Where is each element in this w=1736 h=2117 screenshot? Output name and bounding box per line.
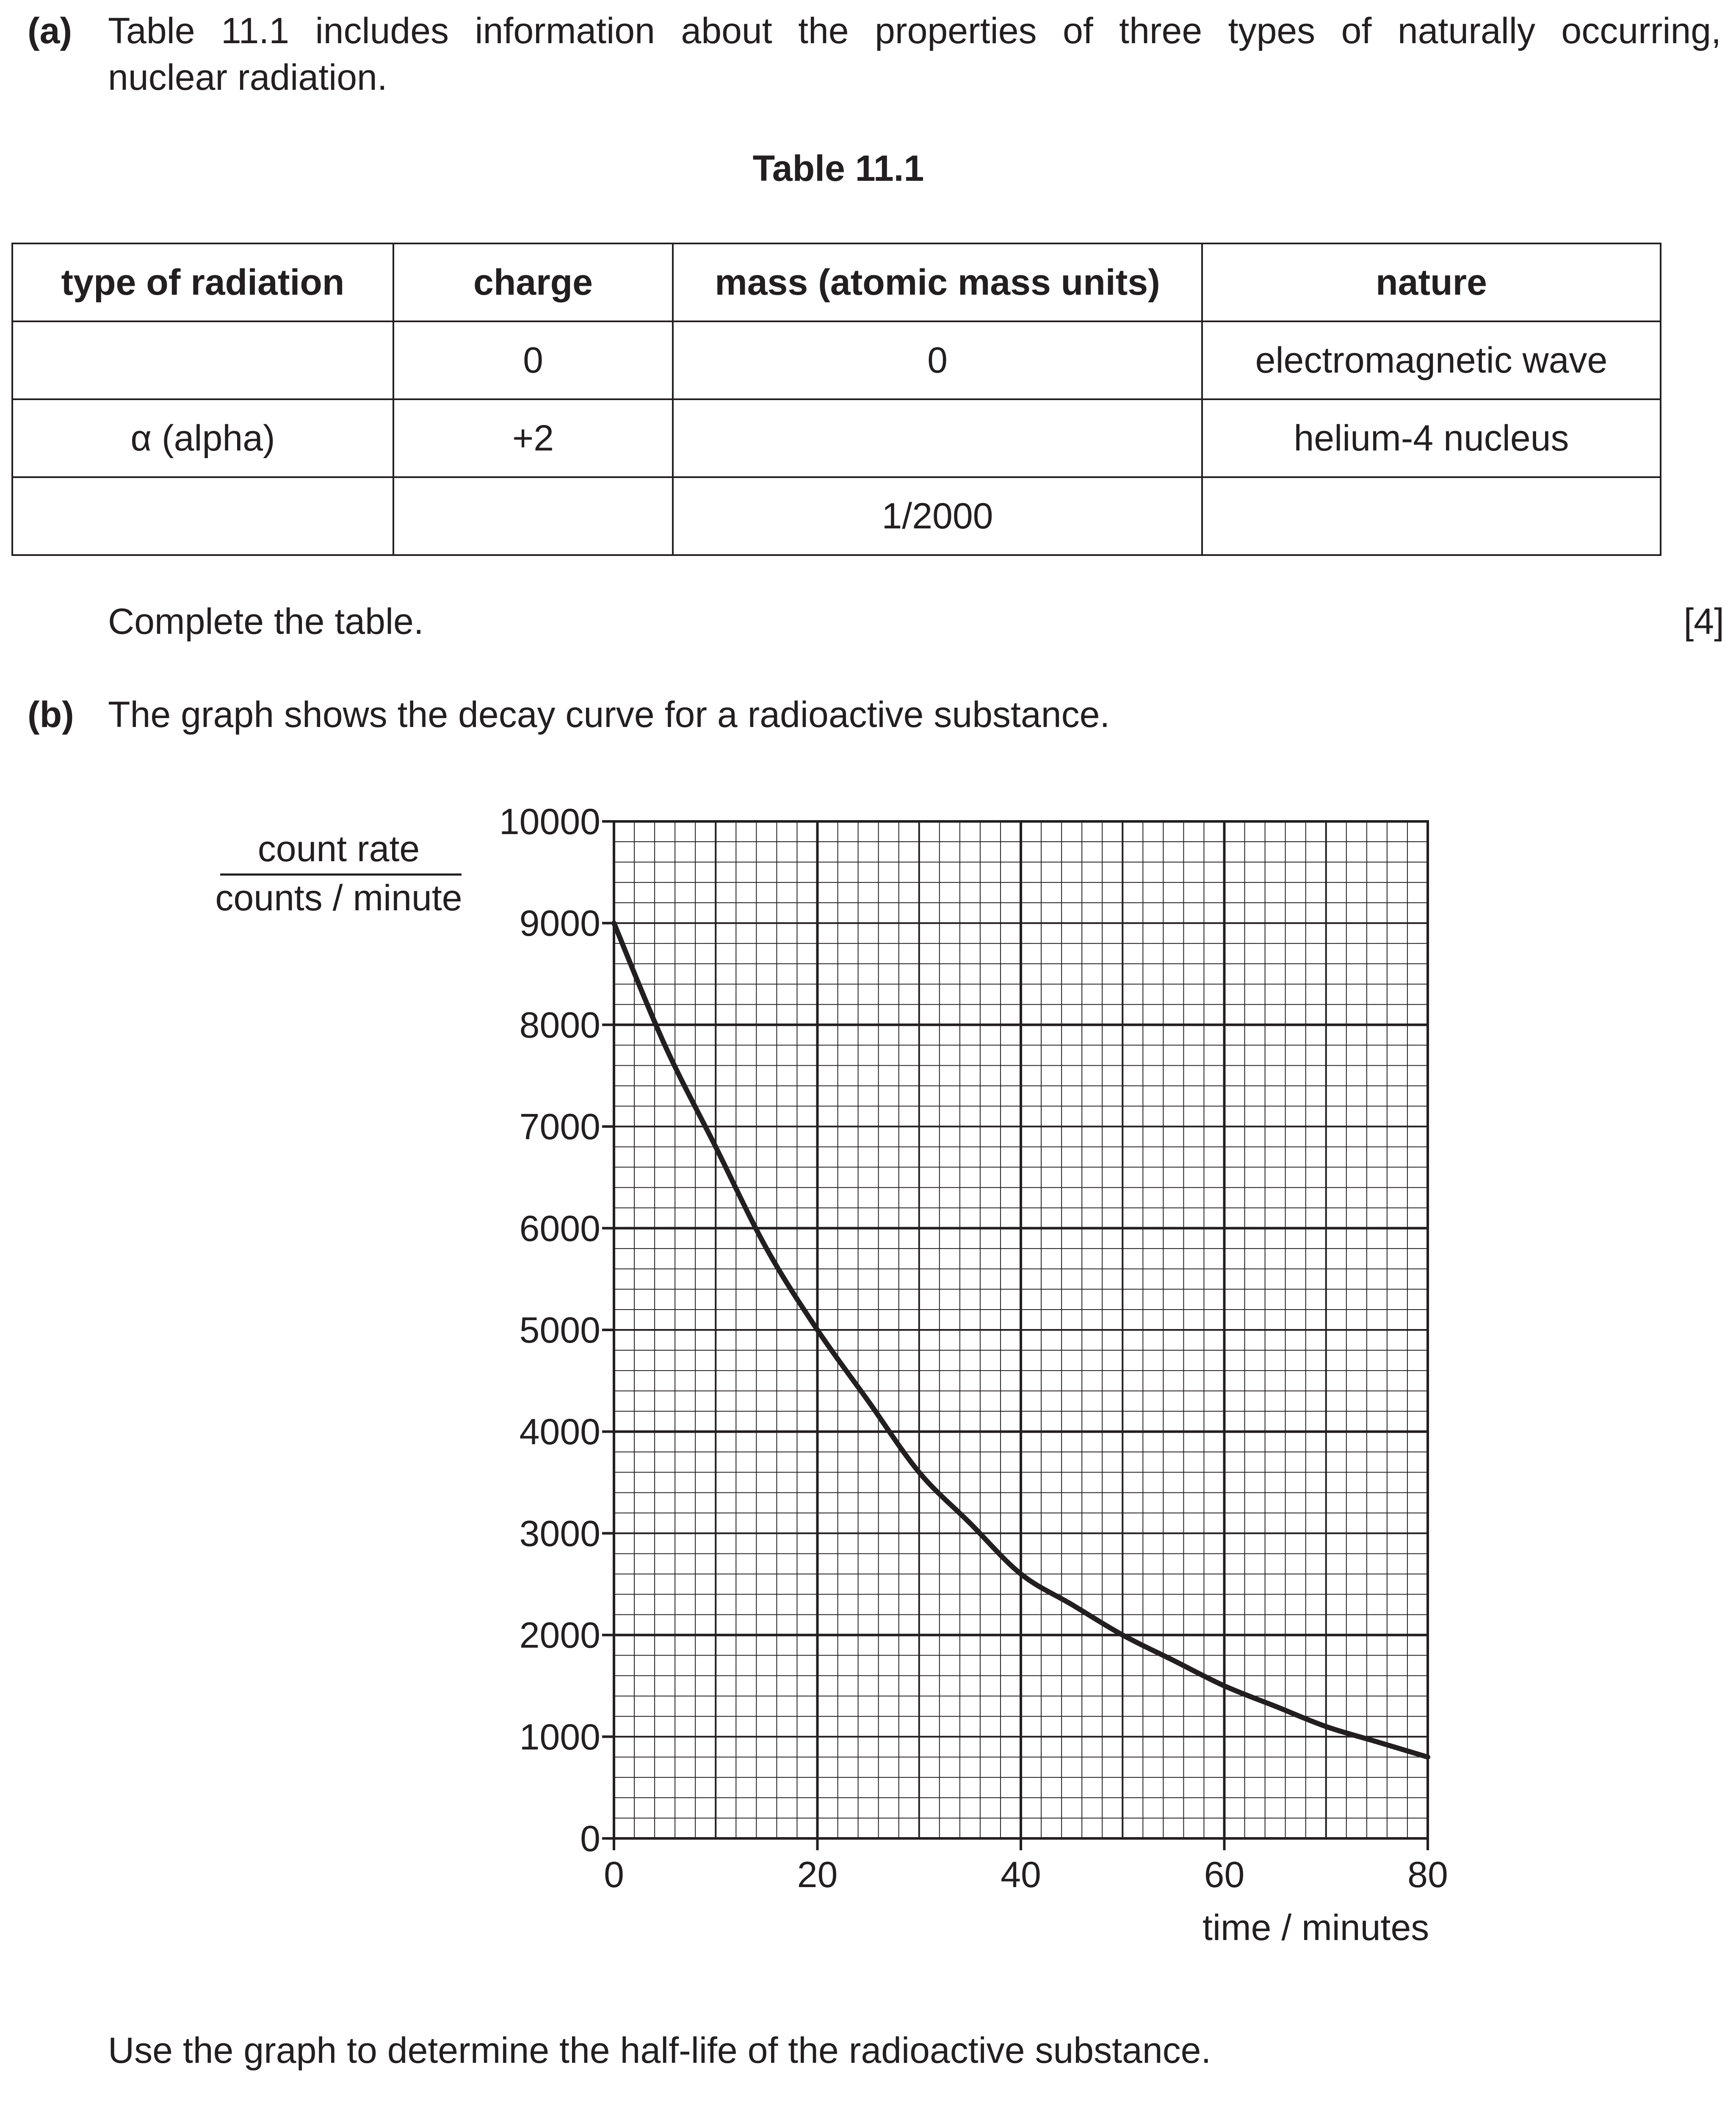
y-tick-label: 5000 — [519, 1310, 600, 1351]
table-cell: +2 — [393, 399, 673, 477]
y-tick-label: 9000 — [519, 903, 600, 944]
part-a-intro-line1: Table 11.1 includes information about the properties of three types of naturally occurring, — [108, 11, 1721, 51]
y-tick-label: 3000 — [519, 1513, 600, 1554]
part-b-label: (b) — [28, 694, 74, 735]
x-tick-label: 0 — [604, 1854, 624, 1895]
table-header-cell: type of radiation — [12, 243, 393, 321]
table-cell: 1/2000 — [673, 477, 1202, 555]
part-b-intro: The graph shows the decay curve for a radioactive substance. — [108, 694, 1110, 735]
table-cell: α (alpha) — [12, 399, 393, 477]
x-tick-label: 20 — [797, 1854, 838, 1895]
y-tick-label: 1000 — [519, 1716, 600, 1758]
table-cell: 0 — [673, 321, 1202, 399]
part-a-intro-line2: nuclear radiation. — [108, 57, 387, 98]
x-tick-label: 40 — [1001, 1854, 1041, 1895]
table-instruction: Complete the table. — [108, 601, 424, 642]
table-cell: electromagnetic wave — [1202, 321, 1661, 399]
y-tick-label: 2000 — [519, 1615, 600, 1656]
y-axis-label-top: count rate — [257, 829, 420, 869]
table-header-cell: mass (atomic mass units) — [673, 243, 1202, 321]
x-tick-label: 60 — [1204, 1854, 1245, 1895]
x-axis-label: time / minutes — [1202, 1907, 1429, 1948]
y-axis-label-divider — [220, 873, 462, 876]
y-tick-label: 4000 — [519, 1412, 600, 1453]
y-tick-label: 7000 — [519, 1106, 600, 1147]
table-cell: helium-4 nucleus — [1202, 399, 1661, 477]
y-axis-label-bottom: counts / minute — [215, 878, 462, 918]
y-tick-label: 8000 — [519, 1005, 600, 1046]
table-title: Table 11.1 — [752, 148, 924, 189]
table-header-cell: charge — [393, 243, 673, 321]
part-a-marks: [4] — [1683, 601, 1724, 642]
table-header-cell: nature — [1202, 243, 1661, 321]
part-a-label: (a) — [28, 11, 72, 51]
table-cell: 0 — [393, 321, 673, 399]
half-life-question: Use the graph to determine the half-life of the radioactive substance. — [108, 2030, 1211, 2071]
y-tick-label: 10000 — [499, 801, 600, 842]
y-tick-label: 0 — [580, 1819, 600, 1859]
y-tick-label: 6000 — [519, 1208, 600, 1249]
x-tick-label: 80 — [1407, 1854, 1448, 1895]
